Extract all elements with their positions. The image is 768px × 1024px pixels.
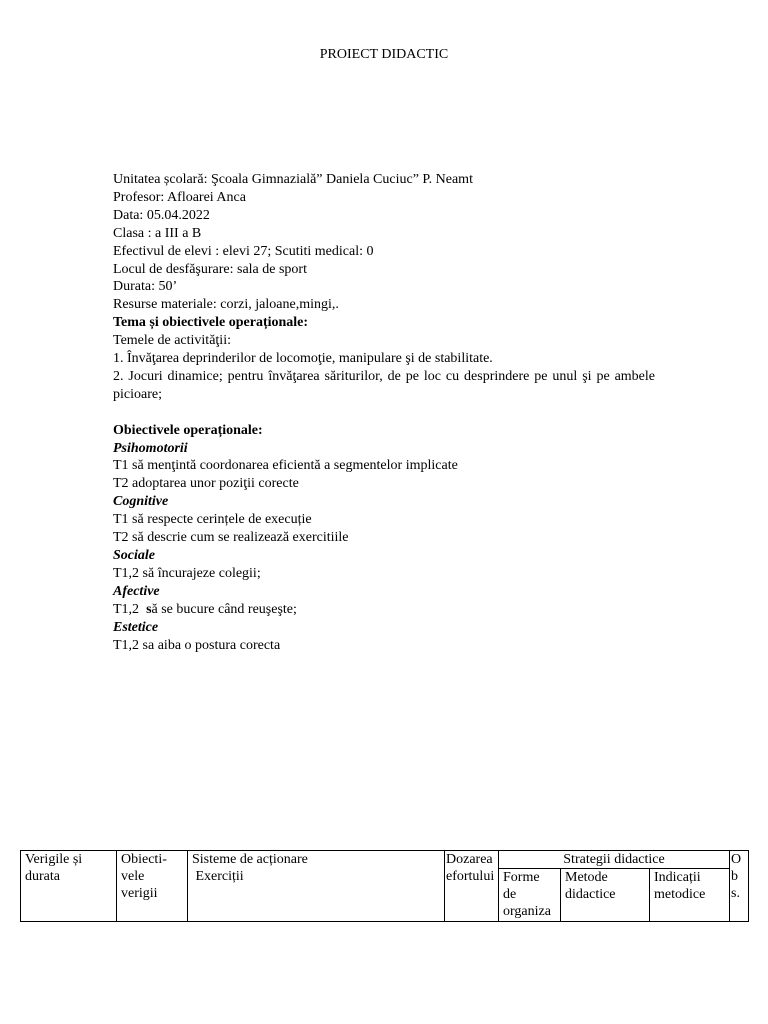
header-obiective-line2: vele (121, 869, 145, 884)
header-indicatii-line2: metodice (654, 887, 706, 902)
aesthetic-t12: T1,2 sa aiba o postura corecta (113, 637, 281, 653)
objectives-heading: Obiectivele operaționale: (113, 422, 263, 438)
theme-heading: Tema și obiectivele operaționale: (113, 315, 309, 331)
affective-t12 (113, 601, 655, 619)
header-sisteme (188, 851, 445, 922)
header-dozarea (445, 851, 499, 922)
header-dozarea-line2: efortului (446, 869, 495, 884)
spacer (113, 404, 655, 422)
header-verigile (21, 851, 117, 922)
affective-label: Afective (113, 583, 160, 599)
header-obs-line1: O (731, 852, 742, 867)
header-dozarea-line1: Dozarea (446, 852, 493, 867)
header-sisteme-line2: Exerciții (192, 869, 244, 884)
header-obiective (117, 851, 188, 922)
psychomotor-t1: T1 să menţintă coordonarea eficientă a segmentelor implicate (113, 458, 458, 474)
document-body (113, 171, 655, 654)
document-title: PROIECT DIDACTIC (319, 47, 449, 62)
student-count: Efectivul de elevi : elevi 27; Scutiti medical: 0 (113, 243, 374, 259)
teacher: Profesor: Afloarei Anca (113, 189, 246, 205)
header-sisteme-line1: Sisteme de acționare (192, 852, 308, 867)
header-forme-line3: organiza (503, 904, 551, 919)
social-label: Sociale (113, 548, 155, 564)
class: Clasa : a III a B (113, 225, 202, 241)
header-metode-line1: Metode (565, 870, 608, 885)
cognitive-t2: T2 să descrie cum se realizează exercitiile (113, 530, 349, 546)
header-indicatii-line1: Indicații (654, 870, 701, 885)
theme-item-1: 1. Învăţarea deprinderilor de locomoţie, manipulare şi de stabilitate. (113, 351, 493, 367)
header-obs-line2: b (731, 869, 738, 884)
affective-t12-rest: ă se bucure când reuşeşte; (151, 601, 297, 617)
header-forme-line2: de (503, 887, 517, 902)
school-unit: Unitatea școlară: Şcoala Gimnazială” Daniela Cuciuc” P. Neamt (113, 172, 473, 187)
header-metode-line2: didactice (565, 887, 616, 902)
header-obiective-line3: verigii (121, 886, 158, 901)
affective-t12-bold: s (146, 601, 152, 617)
header-indicatii (650, 869, 730, 922)
affective-t12-prefix: T1,2 (113, 601, 147, 617)
location: Locul de desfăşurare: sala de sport (113, 261, 307, 277)
header-obiective-line1: Obiecti- (121, 852, 167, 867)
header-metode (561, 869, 650, 922)
psychomotor-t2: T2 adoptarea unor poziţii corecte (113, 476, 299, 492)
header-obs (730, 851, 749, 922)
lesson-plan-table (20, 850, 749, 922)
header-strategii: Strategii didactice (499, 851, 730, 869)
social-t12: T1,2 să încurajeze colegii; (113, 565, 261, 581)
materials: Resurse materiale: corzi, jaloane,mingi,. (113, 297, 339, 313)
theme-item-2: 2. Jocuri dinamice; pentru învăţarea săriturilor, de pe loc cu desprindere pe unul şi pe ambele picioare; (113, 368, 655, 402)
date: Data: 05.04.2022 (113, 207, 210, 223)
header-forme-line1: Forme (503, 870, 540, 885)
aesthetic-label: Estetice (113, 619, 159, 635)
header-forme (499, 869, 561, 922)
cognitive-label: Cognitive (113, 494, 169, 510)
psychomotor-label: Psihomotorii (113, 440, 188, 456)
cognitive-t1: T1 să respecte cerințele de execuție (113, 512, 312, 528)
duration: Durata: 50’ (113, 279, 178, 295)
header-verigile-line1: Verigile și (25, 852, 83, 867)
theme-subheading: Temele de activităţii: (113, 333, 231, 349)
header-obs-line3: s. (731, 886, 740, 901)
header-verigile-line2: durata (25, 869, 60, 884)
